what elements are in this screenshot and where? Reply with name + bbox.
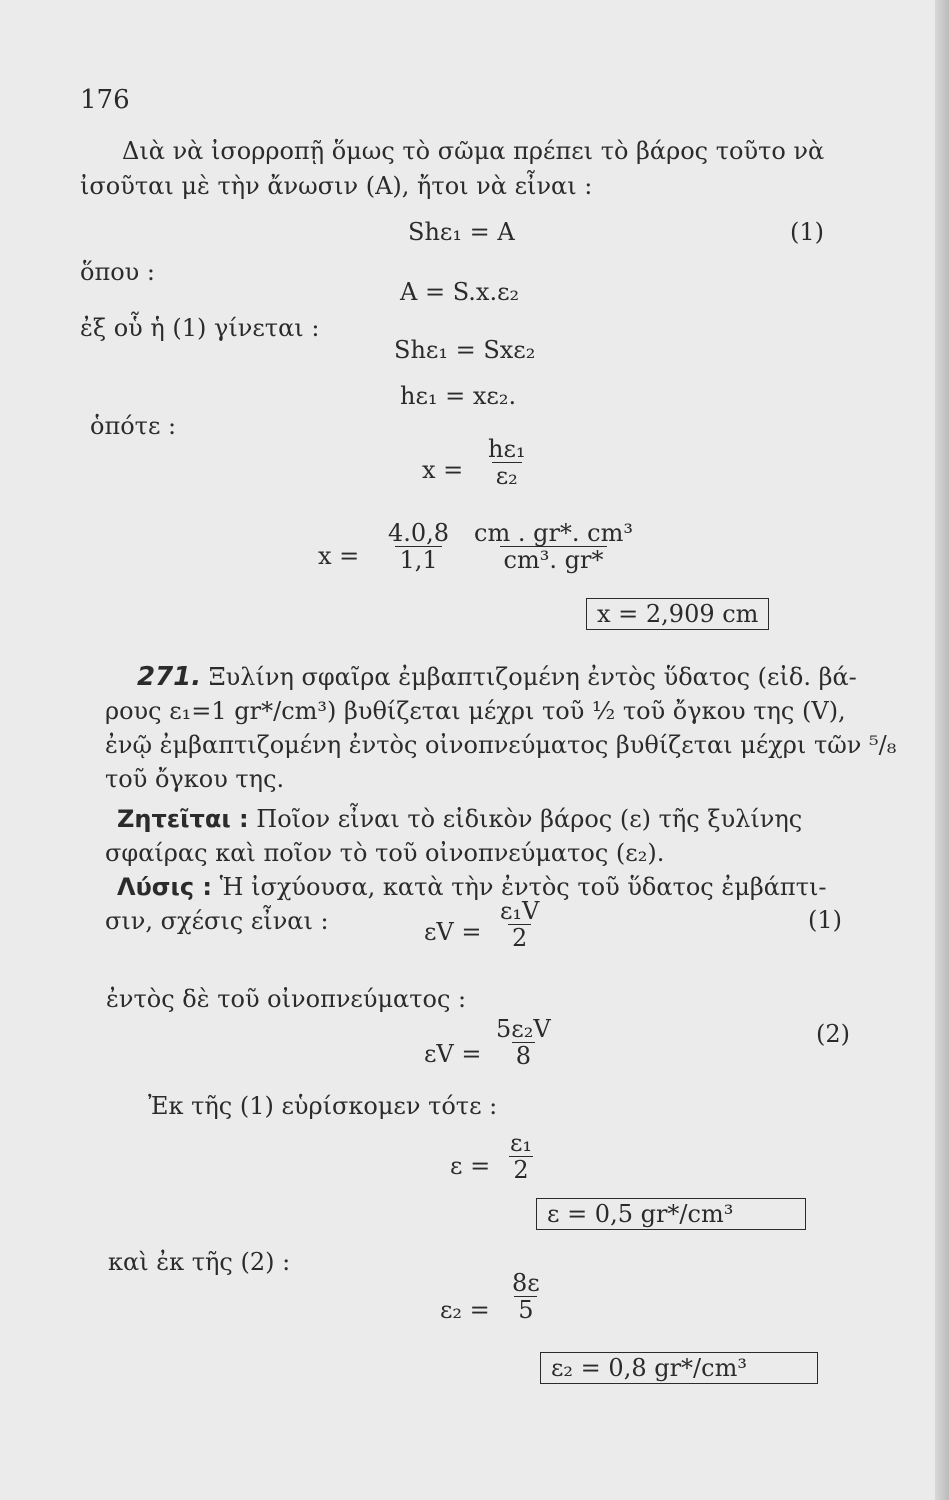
- fraction-x-denominator: ε₂: [492, 462, 522, 489]
- fraction-j-denominator: 5: [514, 1296, 537, 1323]
- label-ex-ou: ἐξ οὗ ἡ (1) γίνεται :: [80, 314, 320, 342]
- ask-line-1: [105, 802, 875, 836]
- eq-a-equals: =: [469, 218, 490, 246]
- eq-h-lhs: εV =: [424, 1040, 482, 1068]
- fraction-units: [470, 520, 637, 573]
- label-opou: ὅπου :: [80, 258, 155, 286]
- equation-substituted: Shε₁ = Sxε₂: [394, 336, 536, 364]
- problem-text-1: Ξυλίνη σφαῖρα ἐμβαπτιζομένη ἐντὸς ὕδατος (εἰδ. βά-: [208, 663, 857, 691]
- equation-h-number: (2): [816, 1020, 850, 1048]
- fraction-i-denominator: 2: [509, 1156, 532, 1183]
- fraction-g-denominator: 2: [508, 924, 531, 951]
- label-kai-ek: καὶ ἐκ τῆς (2) :: [108, 1248, 291, 1276]
- problem-271: [105, 660, 897, 938]
- problem-number: 271.: [137, 662, 202, 692]
- fraction-g: [496, 898, 543, 951]
- eq-j-lhs: ε₂ =: [440, 1296, 490, 1324]
- fraction-numeric-numerator: 4.0,8: [388, 519, 450, 547]
- intro-line-1: Διὰ νὰ ἰσορροπῇ ὅμως τὸ σῶμα πρέπει τὸ βάρος τοῦτο νὰ: [122, 137, 825, 165]
- eq-x-lhs: x =: [422, 456, 464, 484]
- fraction-g-numerator: ε₁V: [500, 897, 540, 925]
- equation-simplified: hε₁ = xε₂.: [400, 382, 517, 410]
- fraction-x-numerator: hε₁: [488, 435, 526, 463]
- fraction-x: [484, 436, 530, 489]
- fraction-numeric: [384, 520, 453, 573]
- label-opote: ὁπότε :: [90, 412, 177, 440]
- fraction-h-denominator: 8: [512, 1042, 535, 1069]
- fraction-j: [508, 1270, 544, 1323]
- problem-line-2: ρους ε₁=1 gr*/cm³) βυθίζεται μέχρι τοῦ ½ τοῦ ὄγκου της (V),: [105, 697, 846, 725]
- page-number: 176: [80, 85, 130, 115]
- result-box-epsilon: ε = 0,5 gr*/cm³: [536, 1198, 806, 1230]
- eq-numeric-lhs: x =: [318, 542, 360, 570]
- result-box-epsilon2: ε₂ = 0,8 gr*/cm³: [540, 1352, 818, 1384]
- ask-label: Ζητεῖται :: [117, 805, 249, 833]
- fraction-h-numerator: 5ε₂V: [496, 1015, 551, 1043]
- eq-a-lhs: Shε₁: [408, 218, 462, 246]
- fraction-numeric-denominator: 1,1: [395, 546, 441, 573]
- eq-i-lhs: ε =: [450, 1152, 491, 1180]
- equation-g-number: (1): [808, 906, 842, 934]
- label-entos-de: ἐντὸς δὲ τοῦ οἰνοπνεύματος :: [106, 985, 467, 1013]
- fraction-i-numerator: ε₁: [510, 1129, 533, 1157]
- ask-line-2: σφαίρας καὶ ποῖον τὸ τοῦ οἰνοπνεύματος (ε₂).: [105, 839, 665, 867]
- problem-line-1: [105, 660, 875, 694]
- eq-g-lhs: εV =: [424, 918, 482, 946]
- fraction-i: [506, 1130, 536, 1183]
- solution-label: Λύσις :: [117, 873, 213, 901]
- intro-line-2: ἰσοῦται μὲ τὴν ἄνωσιν (A), ἤτοι νὰ εἶναι :: [80, 172, 593, 200]
- result-box-x: x = 2,909 cm: [586, 598, 769, 630]
- fraction-h: [492, 1016, 555, 1069]
- equation-buoyancy: A = S.x.ε₂: [400, 278, 520, 306]
- fraction-units-numerator: cm . gr*. cm³: [474, 519, 633, 547]
- equation-1-number: (1): [790, 218, 824, 246]
- solution-line-2: σιν, σχέσις εἶναι :: [105, 907, 329, 935]
- problem-line-3: ἐνῷ ἐμβαπτιζομένη ἐντὸς οἰνοπνεύματος βυθίζεται μέχρι τῶν ⁵/₈: [105, 731, 897, 759]
- label-ek-tis: Ἐκ τῆς (1) εὑρίσκομεν τότε :: [148, 1092, 498, 1120]
- fraction-j-numerator: 8ε: [512, 1269, 540, 1297]
- equation-1: [408, 218, 515, 246]
- page-edge-shadow: [935, 0, 949, 1500]
- problem-line-4: τοῦ ὄγκου της.: [105, 765, 285, 793]
- ask-text-1: Ποῖον εἶναι τὸ εἰδικὸν βάρος (ε) τῆς ξυλίνης: [256, 805, 803, 833]
- eq-a-rhs: A: [497, 218, 515, 246]
- solution-text-1: Ἡ ἰσχύουσα, κατὰ τὴν ἐντὸς τοῦ ὕδατος ἐμβάπτι-: [219, 873, 827, 901]
- fraction-units-denominator: cm³. gr*: [500, 546, 608, 573]
- solution-line-1: [105, 870, 875, 904]
